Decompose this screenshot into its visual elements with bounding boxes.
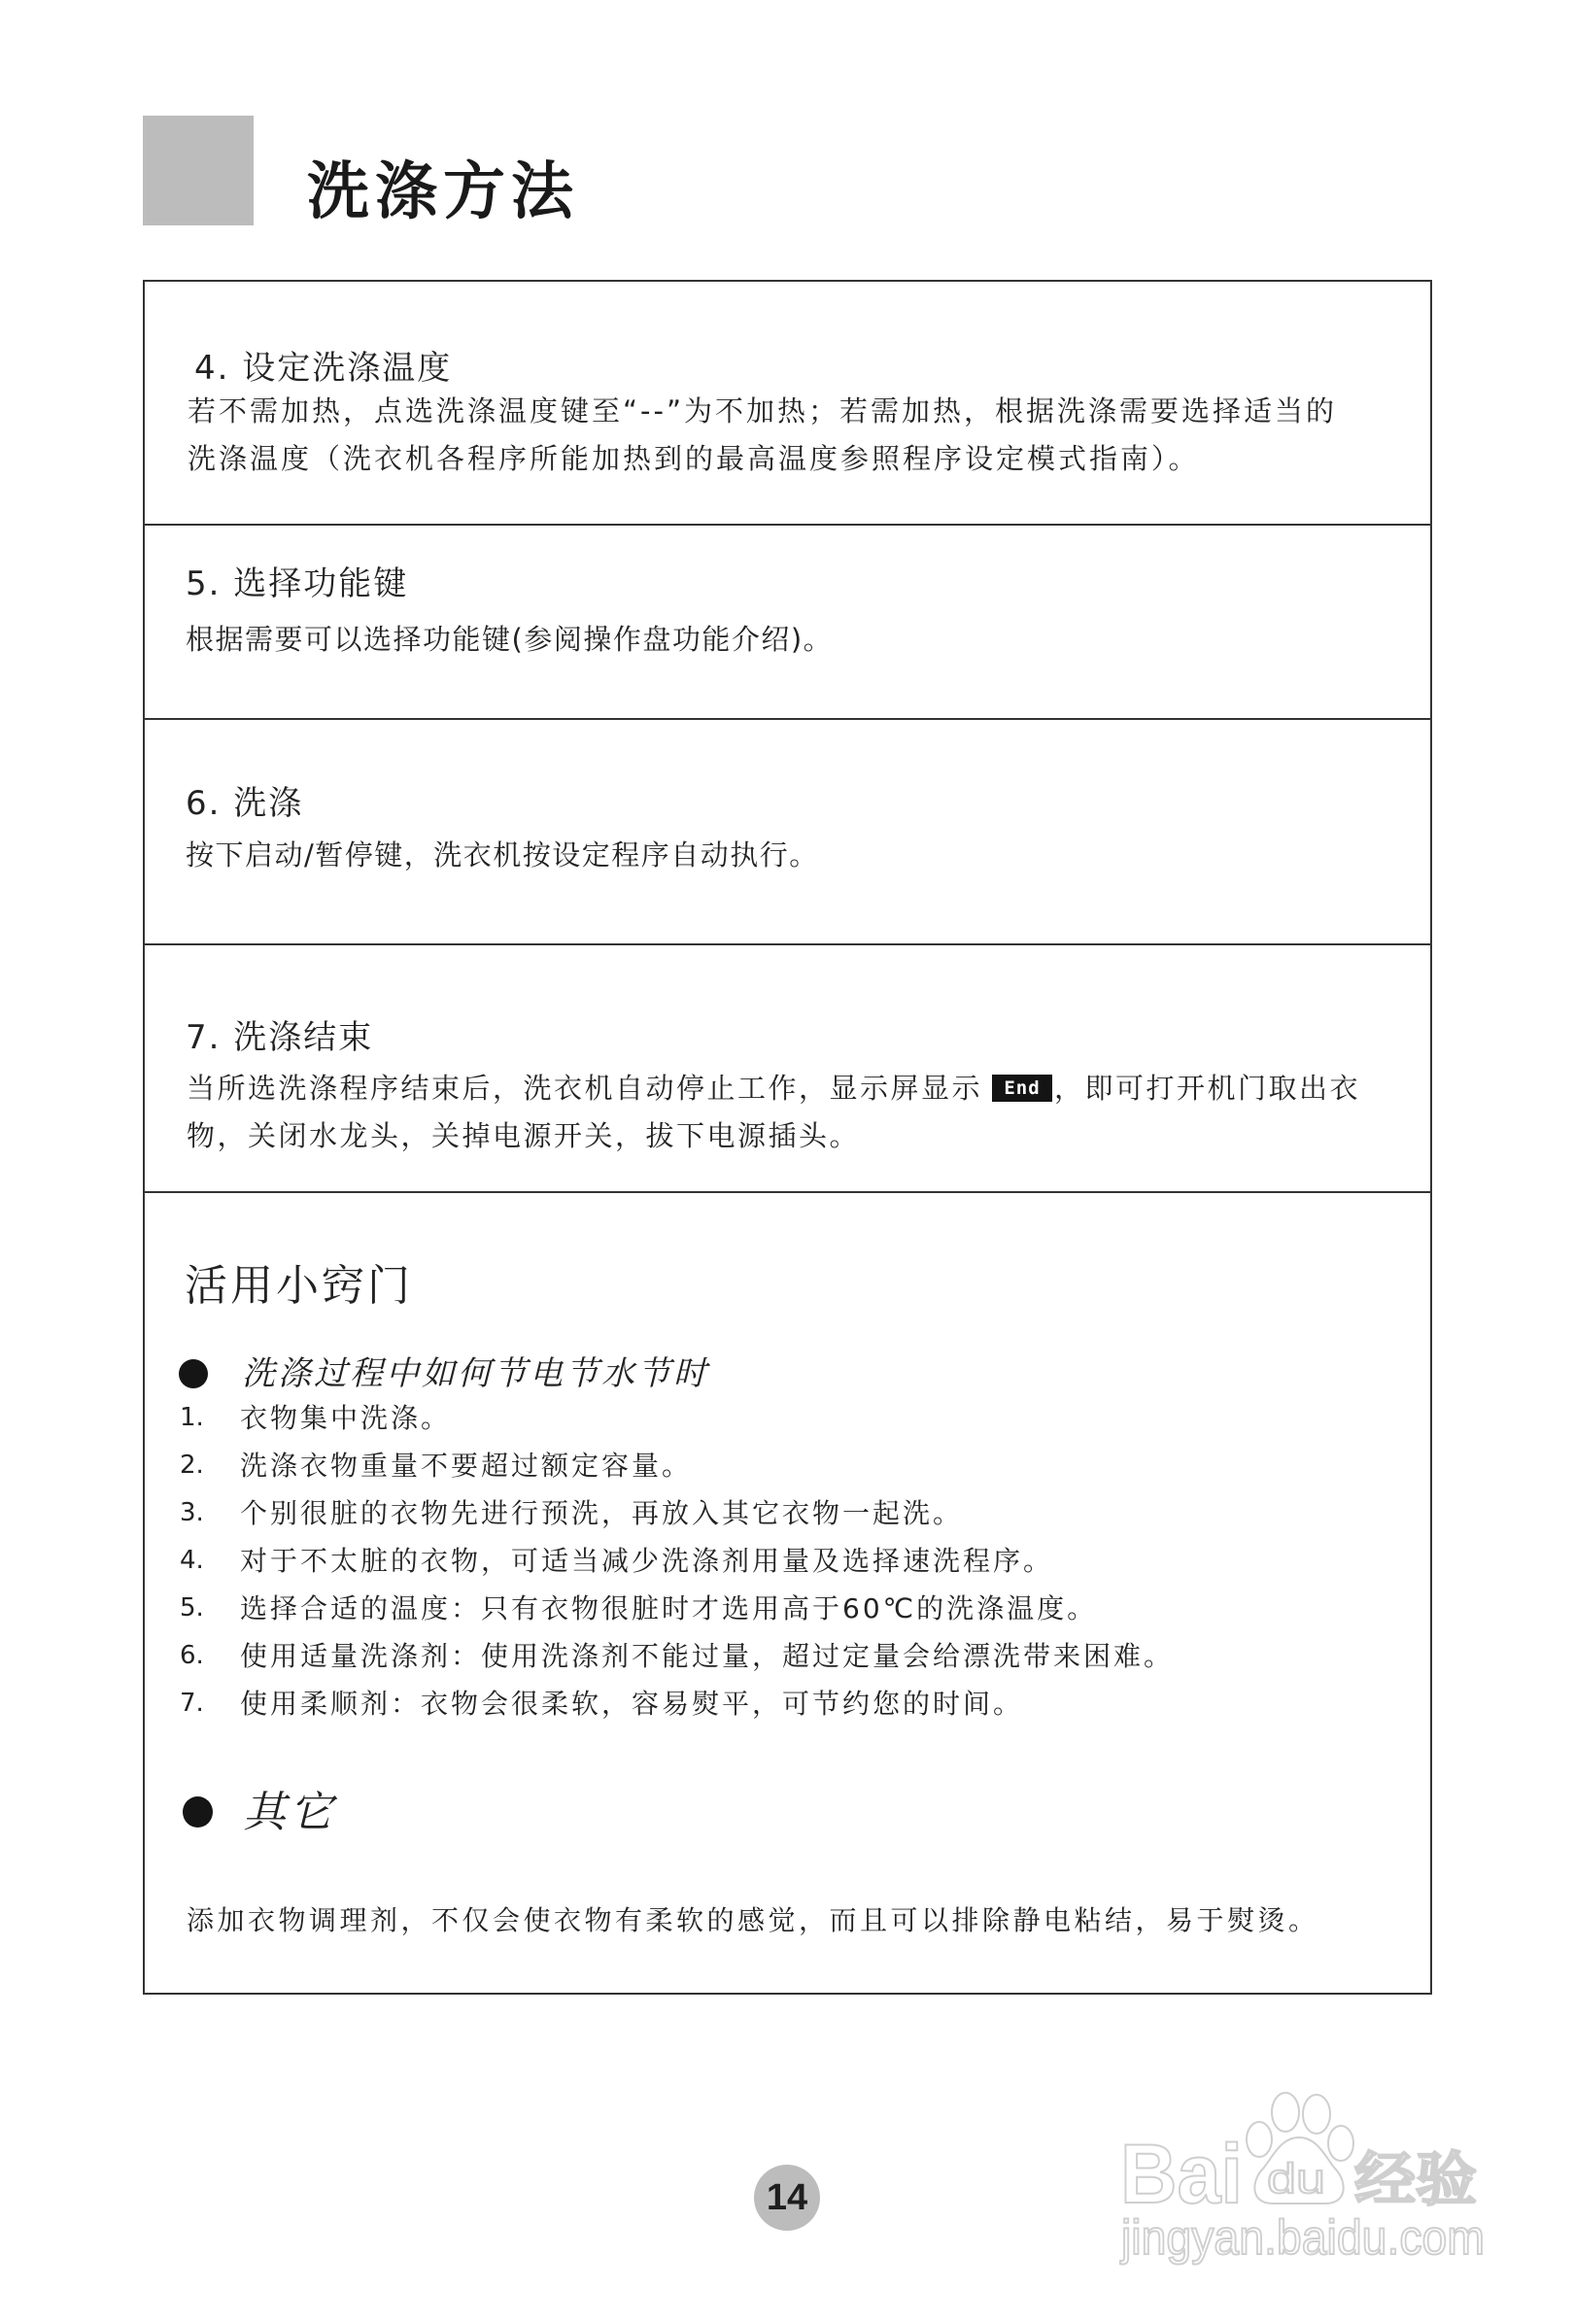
section-divider xyxy=(143,524,1430,526)
tips-title: 活用小窍门 xyxy=(185,1261,413,1311)
saving-tips-heading: 洗涤过程中如何节电节水节时 xyxy=(242,1354,709,1393)
list-item-text: 使用柔顺剂：衣物会很柔软，容易熨平，可节约您的时间。 xyxy=(240,1688,1024,1720)
step-4-line-2: 洗涤温度（洗衣机各程序所能加热到的最高温度参照程序设定模式指南）。 xyxy=(188,442,1200,475)
bullet-dot-icon xyxy=(183,1796,213,1828)
section-divider xyxy=(143,1191,1430,1193)
watermark-bai-text: Bai xyxy=(1120,2128,1243,2221)
baidu-jingyan-watermark xyxy=(1108,2079,1496,2273)
step-4-body xyxy=(188,388,1337,483)
step-7-line-2: 物，关闭水龙头，关掉电源开关，拔下电源插头。 xyxy=(187,1119,861,1152)
step-5-body xyxy=(186,616,833,664)
step-6-heading: 6. 洗涤 xyxy=(186,784,304,823)
list-item-text: 对于不太脏的衣物，可适当减少洗涤剂用量及选择速洗程序。 xyxy=(240,1545,1054,1577)
step-5-heading: 5. 选择功能键 xyxy=(186,564,409,603)
watermark-url-text: jingyan.baidu.com xyxy=(1119,2210,1485,2265)
list-item-text: 洗涤衣物重量不要超过额定容量。 xyxy=(240,1450,693,1482)
list-item-number: 5. xyxy=(180,1593,204,1623)
list-item-text: 选择合适的温度：只有衣物很脏时才选用高于60℃的洗涤温度。 xyxy=(240,1592,1098,1624)
list-item-number: 2. xyxy=(180,1451,204,1480)
step-4-heading: 4. 设定洗涤温度 xyxy=(194,349,453,388)
step-4-line-1: 若不需加热，点选洗涤温度键至“--”为不加热；若需加热，根据洗涤需要选择适当的 xyxy=(188,394,1337,427)
list-item-number: 4. xyxy=(180,1546,204,1575)
list-item-number: 7. xyxy=(180,1689,204,1718)
step-6-body xyxy=(186,832,819,879)
list-item-text: 衣物集中洗涤。 xyxy=(240,1402,452,1434)
step-7-body xyxy=(187,1065,1360,1160)
watermark-du-text: du xyxy=(1267,2155,1325,2203)
bullet-dot-icon xyxy=(179,1359,208,1388)
section-divider xyxy=(143,718,1430,720)
step-7-line-1-before: 当所选洗涤程序结束后，洗衣机自动停止工作，显示屏显示 xyxy=(187,1072,983,1105)
other-tips-body: 添加衣物调理剂，不仅会使衣物有柔软的感觉，而且可以排除静电粘结，易于熨烫。 xyxy=(187,1904,1319,1936)
other-tips-heading: 其它 xyxy=(243,1788,336,1837)
list-item-number: 1. xyxy=(180,1403,204,1432)
watermark-jingyan-cn-text: 经验 xyxy=(1354,2146,1477,2214)
step-6-line-1: 按下启动/暂停键，洗衣机按设定程序自动执行。 xyxy=(186,838,819,872)
list-item-text: 个别很脏的衣物先进行预洗，再放入其它衣物一起洗。 xyxy=(240,1497,964,1529)
end-display-icon: End xyxy=(992,1075,1052,1102)
section-divider xyxy=(143,943,1430,945)
header-gray-block xyxy=(143,116,254,225)
list-item-number: 3. xyxy=(180,1498,204,1527)
page-title: 洗涤方法 xyxy=(307,156,579,228)
step-7-line-1 xyxy=(187,1065,1360,1112)
list-item-number: 6. xyxy=(180,1641,204,1670)
page-number-badge xyxy=(754,2165,820,2231)
list-item-text: 使用适量洗涤剂：使用洗涤剂不能过量，超过定量会给漂洗带来困难。 xyxy=(240,1640,1175,1672)
step-5-line-1: 根据需要可以选择功能键(参阅操作盘功能介绍)。 xyxy=(186,623,834,656)
page-number: 14 xyxy=(766,2176,808,2218)
step-7-line-1-after: ，即可打开机门取出衣 xyxy=(1054,1072,1361,1105)
step-7-heading: 7. 洗涤结束 xyxy=(186,1018,374,1057)
